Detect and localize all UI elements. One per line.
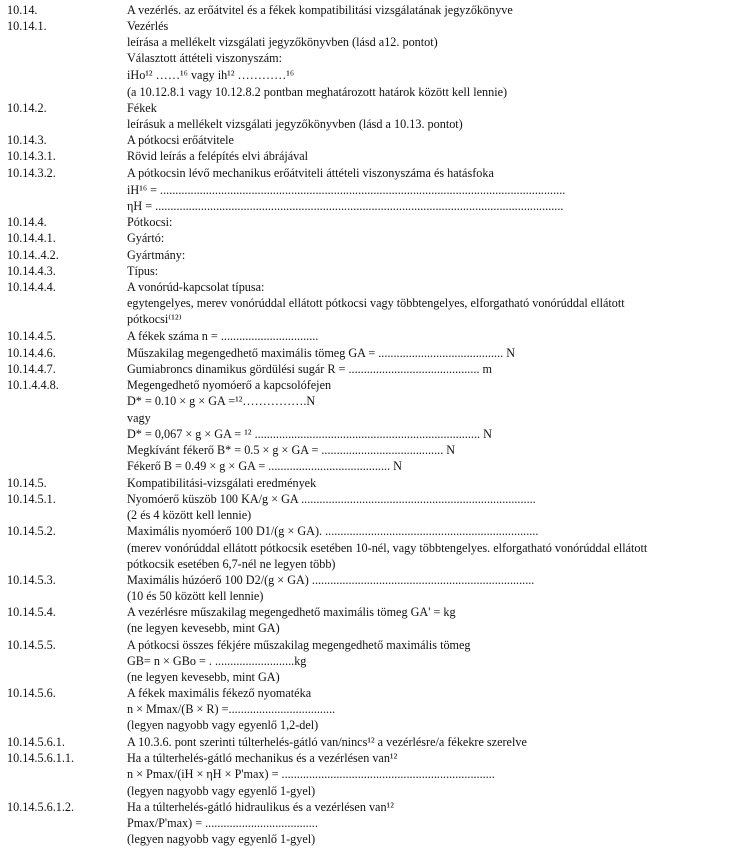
section-title: Ha a túlterhelés-gátló mechanikus és a vezérlésen van¹² — [127, 751, 398, 765]
row-10-14-5-6-1-2 — [0, 800, 732, 815]
section-number: 10.14.4.6. — [7, 346, 56, 360]
row-10-14-2 — [0, 101, 732, 116]
section-text: (a 10.12.8.1 vagy 10.12.8.2 pontban meghatározott határok között kell lennie) — [127, 85, 508, 99]
section-number: 10.14.3.2. — [7, 166, 56, 180]
section-text: leírása a mellékelt vizsgálati jegyzőkönyvben (lásd a12. pontot) — [127, 35, 438, 49]
row-text — [0, 589, 732, 604]
section-title: A 10.3.6. pont szerinti túlterhelés-gátló van/nincs¹² a vezérlésre/a fékekre szerelve — [127, 735, 527, 749]
section-number: 10.14.4.3. — [7, 264, 56, 278]
row-10-14-4-6 — [0, 346, 732, 361]
section-title: A pótkocsi összes fékjére műszakilag megengedhető maximális tömeg — [127, 638, 471, 652]
section-title: Megengedhető nyomóerő a kapcsolófejen — [127, 378, 332, 392]
section-number: 10.14.5.1. — [7, 492, 56, 506]
row-text — [0, 199, 732, 214]
row-text — [0, 832, 732, 847]
section-text: (legyen nagyobb vagy egyenlő 1-gyel) — [127, 784, 316, 798]
row-text — [0, 296, 732, 311]
section-number: 10.14..4.2. — [7, 248, 59, 262]
row-text — [0, 621, 732, 636]
section-title: A vezérlésre műszakilag megengedhető maximális tömeg GA' = kg — [127, 605, 456, 619]
row-10-14-5-4 — [0, 605, 732, 620]
row-text — [0, 508, 732, 523]
section-text: Fékerő B = 0.49 × g × GA = ........................................ N — [127, 459, 402, 473]
section-title: Gyártó: — [127, 231, 165, 245]
section-text: GB= n × GBo = . ..........................kg — [127, 654, 307, 668]
section-number: 10.14.2. — [7, 101, 47, 115]
row-10-14 — [0, 3, 732, 18]
section-text: Megkívánt fékerő B* = 0.5 × g × GA = ........................................ N — [127, 443, 456, 457]
row-text — [0, 85, 732, 100]
section-text: (legyen nagyobb vagy egyenlő 1,2-del) — [127, 718, 319, 732]
section-title: Műszakilag megengedhető maximális tömeg GA = ......................................... N — [127, 346, 516, 360]
section-number: 10.14.5. — [7, 476, 47, 490]
row-text — [0, 427, 732, 442]
section-number: 10.14.5.6.1. — [7, 735, 65, 749]
row-10-14-3-1 — [0, 149, 732, 164]
section-text: D* = 0,067 × g × GA = ¹² .......................................................................... N — [127, 427, 492, 441]
section-number: 10.14.4.5. — [7, 329, 56, 343]
row-10-14-4-1 — [0, 231, 732, 246]
section-text: D* = 0.10 × g × GA =¹²…………….N — [127, 394, 316, 408]
section-title: Ha a túlterhelés-gátló hidraulikus és a vezérlésen van¹² — [127, 800, 394, 814]
section-number: 10.14.5.6. — [7, 686, 56, 700]
section-title: A pótkocsi erőátvitele — [127, 133, 234, 147]
section-number: 10.14.4.7. — [7, 362, 56, 376]
section-number: 10.14.5.6.1.2. — [7, 800, 75, 814]
row-10-14-4-4 — [0, 280, 732, 295]
section-text: (merev vonórúddal ellátott pótkocsik esetében 10-nél, vagy többtengelyes. elforgatható vonórúddal ellátott — [127, 541, 648, 555]
section-text: (ne legyen kevesebb, mint GA) — [127, 621, 280, 635]
row-10-14-4-7 — [0, 362, 732, 377]
row-10-14-5 — [0, 476, 732, 491]
section-title: Gumiabroncs dinamikus gördülési sugár R = ........................................... m — [127, 362, 493, 376]
row-text — [0, 51, 732, 66]
section-text: vagy — [127, 411, 151, 425]
section-title: A vezérlés. az erőátvitel és a fékek kompatibilitási vizsgálatának jegyzőkönyve — [127, 3, 513, 17]
row-text — [0, 816, 732, 831]
section-number: 10.14.5.6.1.1. — [7, 751, 75, 765]
row-text — [0, 654, 732, 669]
row-10-14-5-6-1-1 — [0, 751, 732, 766]
section-number: 10.14.5.4. — [7, 605, 56, 619]
row-10-14-4 — [0, 215, 732, 230]
row-text — [0, 557, 732, 572]
row-text — [0, 394, 732, 409]
section-title: Rövid leírás a felépítés elvi ábrájával — [127, 149, 309, 163]
row-10-14-5-1 — [0, 492, 732, 507]
section-text: egytengelyes, merev vonórúddal ellátott pótkocsi vagy többtengelyes, elforgatható vonórúddal ellátott — [127, 296, 625, 310]
section-title: Fékek — [127, 101, 157, 115]
section-title: A vonórúd-kapcsolat típusa: — [127, 280, 265, 294]
row-text — [0, 718, 732, 733]
row-10-14-4-5 — [0, 329, 732, 344]
section-title: Vezérlés — [127, 19, 169, 33]
section-text: n × Mmax/(B × R) =................................... — [127, 702, 336, 716]
section-title: Gyártmány: — [127, 248, 186, 262]
row-10-14-5-6 — [0, 686, 732, 701]
section-number: 10.14.4.1. — [7, 231, 56, 245]
section-text: pótkocsik esetében 6,7-nél ne legyen több) — [127, 557, 336, 571]
section-title: Maximális húzóerő 100 D2/(g × GA) ......................................................................... — [127, 573, 535, 587]
section-title: Típus: — [127, 264, 159, 278]
row-text — [0, 702, 732, 717]
row-text — [0, 784, 732, 799]
row-10-1-4-4-8 — [0, 378, 732, 393]
row-10-14-4-3 — [0, 264, 732, 279]
row-text — [0, 411, 732, 426]
section-text: (legyen nagyobb vagy egyenlő 1-gyel) — [127, 832, 316, 846]
row-text — [0, 443, 732, 458]
section-title: A pótkocsin lévő mechanikus erőátviteli áttételi viszonyszáma és hatásfoka — [127, 166, 494, 180]
row-text — [0, 117, 732, 132]
row-text — [0, 767, 732, 782]
section-number: 10.14.5.3. — [7, 573, 56, 587]
row-text — [0, 541, 732, 556]
section-title: A fékek száma n = ................................ — [127, 329, 319, 343]
section-number: 10.14. — [7, 3, 38, 17]
section-title: Pótkocsi: — [127, 215, 173, 229]
section-text: n × Pmax/(iH × ηH × P'max) = ...................................................................... — [127, 767, 495, 781]
row-10-14-4-2 — [0, 248, 732, 263]
section-text: ηH = ...................................................................................................................................... — [127, 199, 564, 213]
section-title: A fékek maximális fékező nyomatéka — [127, 686, 312, 700]
row-text — [0, 670, 732, 685]
row-10-14-5-3 — [0, 573, 732, 588]
section-number: 10.14.3.1. — [7, 149, 56, 163]
section-text: (10 és 50 között kell lennie) — [127, 589, 264, 603]
row-10-14-5-2 — [0, 524, 732, 539]
section-title: Maximális nyomóerő 100 D1/(g × GA). ...................................................................... — [127, 524, 539, 538]
section-text: iH¹⁶ = ..................................................................................................................................... — [127, 183, 566, 197]
row-text — [0, 183, 732, 198]
section-title: Nyomóerő küszöb 100 KA/g × GA ............................................................................. — [127, 492, 536, 506]
section-text: iHo¹² ……¹⁶ vagy ih¹² …………¹⁶ — [127, 68, 295, 82]
row-text — [0, 68, 732, 83]
row-10-14-5-6-1 — [0, 735, 732, 750]
row-10-14-3-2 — [0, 166, 732, 181]
row-10-14-3 — [0, 133, 732, 148]
section-number: 10.14.4.4. — [7, 280, 56, 294]
section-text: Választott áttételi viszonyszám: — [127, 51, 283, 65]
section-text: Pmax/P'max) = ..................................... — [127, 816, 318, 830]
row-10-14-1 — [0, 19, 732, 34]
row-10-14-5-5 — [0, 638, 732, 653]
section-text: (ne legyen kevesebb, mint GA) — [127, 670, 280, 684]
row-text — [0, 459, 732, 474]
section-number: 10.14.5.5. — [7, 638, 56, 652]
section-text: leírásuk a mellékelt vizsgálati jegyzőkönyvben (lásd a 10.13. pontot) — [127, 117, 463, 131]
section-number: 10.14.3. — [7, 133, 47, 147]
section-number: 10.14.5.2. — [7, 524, 56, 538]
section-text: (2 és 4 között kell lennie) — [127, 508, 252, 522]
section-number: 10.1.4.4.8. — [7, 378, 59, 392]
section-number: 10.14.1. — [7, 19, 47, 33]
section-number: 10.14.4. — [7, 215, 47, 229]
section-text: pótkocsi⁽¹²⁾ — [127, 312, 182, 326]
row-text — [0, 312, 732, 327]
row-text — [0, 35, 732, 50]
section-title: Kompatibilitási-vizsgálati eredmények — [127, 476, 317, 490]
